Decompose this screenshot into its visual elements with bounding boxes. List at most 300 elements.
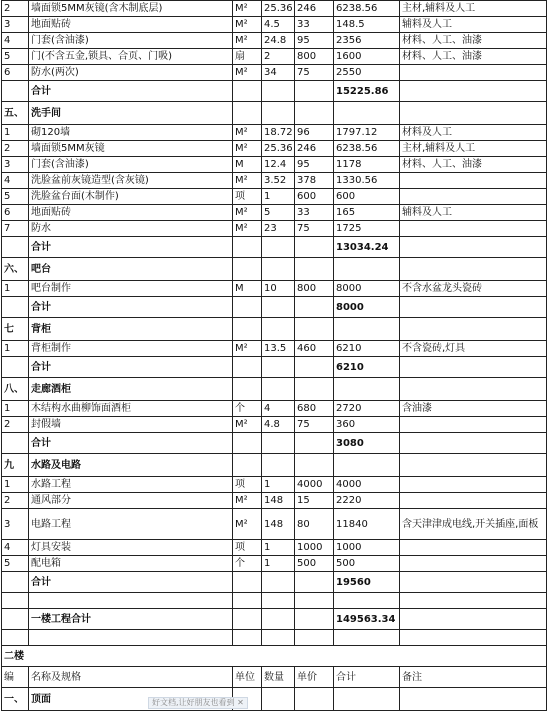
item-remark: 备注	[400, 667, 547, 688]
item-quantity	[262, 102, 295, 125]
item-number: 4	[2, 173, 29, 189]
item-name: 地面贴砖	[29, 17, 233, 33]
item-total: 8000	[334, 297, 400, 318]
table-row-item	[2, 556, 547, 572]
item-unit	[233, 318, 262, 341]
item-unit	[233, 433, 262, 454]
item-name: 合计	[29, 572, 233, 593]
item-quantity: 4	[262, 401, 295, 417]
table-row-item	[2, 341, 547, 357]
item-remark	[400, 378, 547, 401]
item-remark	[400, 572, 547, 593]
table-row-total	[2, 297, 547, 318]
item-name: 配电箱	[29, 556, 233, 572]
item-quantity	[262, 609, 295, 630]
item-unit-price	[295, 237, 334, 258]
item-unit-price: 75	[295, 221, 334, 237]
table-row-item	[2, 493, 547, 509]
item-total: 4000	[334, 477, 400, 493]
share-watermark[interactable]: 好文档,让好朋友也看到 ✕	[148, 697, 248, 709]
item-total: 1000	[334, 540, 400, 556]
item-name: 合计	[29, 297, 233, 318]
item-quantity: 5	[262, 205, 295, 221]
item-name: 通风部分	[29, 493, 233, 509]
item-unit	[233, 454, 262, 477]
item-name: 木结构水曲柳饰面酒柜	[29, 401, 233, 417]
table-row-sec	[2, 378, 547, 401]
item-quantity: 18.72	[262, 125, 295, 141]
table-row-sec	[2, 258, 547, 281]
item-number	[2, 357, 29, 378]
item-total: 2550	[334, 65, 400, 81]
item-unit: M²	[233, 65, 262, 81]
table-row-item	[2, 157, 547, 173]
item-quantity: 23	[262, 221, 295, 237]
item-quantity: 25.36	[262, 1, 295, 17]
item-unit: M²	[233, 1, 262, 17]
item-number: 5	[2, 189, 29, 205]
item-quantity: 12.4	[262, 157, 295, 173]
item-number: 5	[2, 556, 29, 572]
item-name	[29, 593, 233, 609]
item-unit-price: 95	[295, 157, 334, 173]
item-remark	[400, 81, 547, 102]
item-remark: 不含瓷砖,灯具	[400, 341, 547, 357]
item-total: 149563.34	[334, 609, 400, 630]
table-row-total	[2, 572, 547, 593]
item-quantity: 25.36	[262, 141, 295, 157]
item-unit-price	[295, 630, 334, 646]
item-number: 七	[2, 318, 29, 341]
item-remark	[400, 102, 547, 125]
item-remark	[400, 433, 547, 454]
item-remark: 材料、人工、油漆	[400, 33, 547, 49]
item-name: 背柜	[29, 318, 233, 341]
item-unit: M²	[233, 493, 262, 509]
quote-table-body	[2, 1, 547, 711]
item-unit: 项	[233, 477, 262, 493]
item-unit: M²	[233, 221, 262, 237]
item-unit	[233, 630, 262, 646]
item-name: 砌120墙	[29, 125, 233, 141]
item-name: 门套(含油漆)	[29, 157, 233, 173]
item-unit-price	[295, 593, 334, 609]
item-quantity: 148	[262, 493, 295, 509]
item-remark	[400, 237, 547, 258]
item-number: 2	[2, 493, 29, 509]
item-quantity: 数量	[262, 667, 295, 688]
item-unit: 扇	[233, 49, 262, 65]
item-unit-price: 95	[295, 33, 334, 49]
item-total: 合计	[334, 667, 400, 688]
item-unit-price	[295, 258, 334, 281]
item-quantity	[262, 357, 295, 378]
item-number: 5	[2, 49, 29, 65]
item-number: 3	[2, 17, 29, 33]
item-remark: 材料及人工	[400, 125, 547, 141]
table-row-sec	[2, 688, 547, 711]
item-quantity	[262, 572, 295, 593]
item-quantity	[262, 297, 295, 318]
item-name: 走廊酒柜	[29, 378, 233, 401]
item-unit-price: 460	[295, 341, 334, 357]
table-row-item	[2, 401, 547, 417]
item-number: 五、	[2, 102, 29, 125]
item-unit: 项	[233, 540, 262, 556]
item-remark	[400, 454, 547, 477]
item-remark	[400, 593, 547, 609]
item-unit: M²	[233, 141, 262, 157]
item-unit-price	[295, 357, 334, 378]
item-total	[334, 318, 400, 341]
item-name: 合计	[29, 237, 233, 258]
item-unit	[233, 258, 262, 281]
item-number	[2, 593, 29, 609]
item-total: 2356	[334, 33, 400, 49]
item-unit-price: 378	[295, 173, 334, 189]
item-unit	[233, 572, 262, 593]
item-unit	[233, 81, 262, 102]
item-remark	[400, 258, 547, 281]
item-unit	[233, 297, 262, 318]
item-name: 吧台	[29, 258, 233, 281]
item-remark	[400, 540, 547, 556]
item-unit: 单位	[233, 667, 262, 688]
item-remark: 含天津津成电线,开关插座,面板	[400, 509, 547, 540]
item-unit: M²	[233, 173, 262, 189]
item-name: 背柜制作	[29, 341, 233, 357]
item-name: 墙面锁5MM灰镜	[29, 141, 233, 157]
item-unit-price: 15	[295, 493, 334, 509]
item-total: 1600	[334, 49, 400, 65]
item-remark	[400, 221, 547, 237]
item-unit-price	[295, 433, 334, 454]
item-unit-price	[295, 688, 334, 711]
item-quantity: 13.5	[262, 341, 295, 357]
item-quantity	[262, 258, 295, 281]
table-row-item	[2, 540, 547, 556]
table-row-item	[2, 477, 547, 493]
item-number: 3	[2, 157, 29, 173]
table-row-sec	[2, 454, 547, 477]
item-unit-price: 600	[295, 189, 334, 205]
item-total: 8000	[334, 281, 400, 297]
item-remark	[400, 556, 547, 572]
item-total: 1330.56	[334, 173, 400, 189]
item-number	[2, 609, 29, 630]
item-unit-price: 96	[295, 125, 334, 141]
item-total	[334, 258, 400, 281]
item-remark: 辅料及人工	[400, 205, 547, 221]
item-number: 3	[2, 509, 29, 540]
item-quantity	[262, 454, 295, 477]
item-unit	[233, 102, 262, 125]
item-unit: M²	[233, 205, 262, 221]
table-row-blank	[2, 593, 547, 609]
item-name: 门套(含油漆)	[29, 33, 233, 49]
table-row-item	[2, 281, 547, 297]
item-remark	[400, 189, 547, 205]
item-unit-price: 75	[295, 417, 334, 433]
item-name: 灯具安装	[29, 540, 233, 556]
item-total	[334, 688, 400, 711]
item-number: 1	[2, 477, 29, 493]
item-quantity: 4.8	[262, 417, 295, 433]
item-unit	[233, 378, 262, 401]
item-quantity	[262, 593, 295, 609]
item-name: 合计	[29, 433, 233, 454]
item-remark: 材料、人工、油漆	[400, 157, 547, 173]
item-remark	[400, 357, 547, 378]
item-unit-price: 33	[295, 205, 334, 221]
item-quantity	[262, 81, 295, 102]
item-name: 合计	[29, 81, 233, 102]
item-quantity	[262, 688, 295, 711]
item-total: 15225.86	[334, 81, 400, 102]
item-number: 2	[2, 141, 29, 157]
item-unit-price	[295, 297, 334, 318]
table-row-sec	[2, 318, 547, 341]
item-quantity: 2	[262, 49, 295, 65]
item-unit-price: 246	[295, 141, 334, 157]
table-row-item	[2, 417, 547, 433]
item-name: 合计	[29, 357, 233, 378]
item-remark	[400, 630, 547, 646]
item-quantity: 34	[262, 65, 295, 81]
item-remark	[400, 609, 547, 630]
item-name: 洗脸盆台面(木制作)	[29, 189, 233, 205]
item-quantity: 10	[262, 281, 295, 297]
item-unit: M	[233, 157, 262, 173]
item-unit-price: 单价	[295, 667, 334, 688]
item-remark	[400, 477, 547, 493]
item-total: 6238.56	[334, 1, 400, 17]
item-number	[2, 433, 29, 454]
table-row-item	[2, 205, 547, 221]
item-unit-price: 1000	[295, 540, 334, 556]
item-total: 2720	[334, 401, 400, 417]
table-row-item	[2, 189, 547, 205]
item-unit: M	[233, 281, 262, 297]
item-quantity: 1	[262, 540, 295, 556]
item-quantity: 4.5	[262, 17, 295, 33]
item-quantity: 148	[262, 509, 295, 540]
item-unit: M²	[233, 341, 262, 357]
item-total: 6210	[334, 357, 400, 378]
item-unit: 项	[233, 189, 262, 205]
floor-heading: 二楼	[2, 646, 547, 667]
item-number: 4	[2, 33, 29, 49]
item-name: 水路工程	[29, 477, 233, 493]
table-row-item	[2, 141, 547, 157]
table-row-wrap	[2, 509, 547, 540]
item-total	[334, 593, 400, 609]
item-quantity	[262, 318, 295, 341]
item-name: 封假墙	[29, 417, 233, 433]
item-number	[2, 81, 29, 102]
item-number: 一、	[2, 688, 29, 711]
item-total: 11840	[334, 509, 400, 540]
table-row-item	[2, 221, 547, 237]
item-unit-price	[295, 454, 334, 477]
item-name: 一楼工程合计	[29, 609, 233, 630]
item-total	[334, 630, 400, 646]
item-name: 门(不含五金,锁具、合页、门吸)	[29, 49, 233, 65]
item-total	[334, 454, 400, 477]
item-unit-price	[295, 318, 334, 341]
item-quantity: 1	[262, 556, 295, 572]
item-total: 6210	[334, 341, 400, 357]
item-total: 2220	[334, 493, 400, 509]
item-number	[2, 237, 29, 258]
item-remark	[400, 318, 547, 341]
item-name: 吧台制作	[29, 281, 233, 297]
item-unit-price: 33	[295, 17, 334, 33]
item-unit-price	[295, 81, 334, 102]
item-number: 六、	[2, 258, 29, 281]
item-unit-price: 75	[295, 65, 334, 81]
item-quantity: 3.52	[262, 173, 295, 189]
item-total: 148.5	[334, 17, 400, 33]
item-total: 1178	[334, 157, 400, 173]
item-remark: 不含水盆龙头瓷砖	[400, 281, 547, 297]
item-total: 165	[334, 205, 400, 221]
table-row-item	[2, 125, 547, 141]
table-row-total	[2, 433, 547, 454]
item-unit-price: 800	[295, 281, 334, 297]
item-number: 编	[2, 667, 29, 688]
item-remark	[400, 688, 547, 711]
item-name: 顶面	[29, 688, 233, 711]
item-total	[334, 102, 400, 125]
item-number	[2, 572, 29, 593]
item-remark: 材料、人工、油漆	[400, 49, 547, 65]
item-number: 1	[2, 341, 29, 357]
table-row-item	[2, 173, 547, 189]
item-unit-price: 246	[295, 1, 334, 17]
item-name: 防水(两次)	[29, 65, 233, 81]
item-name: 洗手间	[29, 102, 233, 125]
item-unit	[233, 609, 262, 630]
item-total: 1725	[334, 221, 400, 237]
item-total	[334, 378, 400, 401]
table-row-total	[2, 81, 547, 102]
item-unit-price: 500	[295, 556, 334, 572]
item-unit-price: 800	[295, 49, 334, 65]
item-unit-price: 80	[295, 509, 334, 540]
item-name: 洗脸盆前灰镜造型(含灰镜)	[29, 173, 233, 189]
item-quantity	[262, 237, 295, 258]
item-total: 6238.56	[334, 141, 400, 157]
item-number: 6	[2, 65, 29, 81]
item-total: 600	[334, 189, 400, 205]
table-row-item	[2, 49, 547, 65]
item-remark	[400, 65, 547, 81]
table-row-floor	[2, 646, 547, 667]
item-quantity	[262, 433, 295, 454]
item-remark: 主材,辅料及人工	[400, 1, 547, 17]
item-total: 1797.12	[334, 125, 400, 141]
item-number: 九	[2, 454, 29, 477]
item-name: 墙面锁5MM灰镜(含木制底层)	[29, 1, 233, 17]
item-unit: 个	[233, 401, 262, 417]
item-unit	[233, 237, 262, 258]
item-remark	[400, 493, 547, 509]
item-remark: 主材,辅料及人工	[400, 141, 547, 157]
item-total: 360	[334, 417, 400, 433]
item-quantity	[262, 630, 295, 646]
item-number: 7	[2, 221, 29, 237]
item-name	[29, 630, 233, 646]
item-total: 3080	[334, 433, 400, 454]
item-number: 2	[2, 417, 29, 433]
table-row-grand	[2, 609, 547, 630]
table-row-item	[2, 17, 547, 33]
item-unit-price	[295, 378, 334, 401]
item-number	[2, 630, 29, 646]
item-unit	[233, 357, 262, 378]
item-number: 1	[2, 401, 29, 417]
item-name: 防水	[29, 221, 233, 237]
item-number	[2, 297, 29, 318]
item-total: 19560	[334, 572, 400, 593]
item-total: 500	[334, 556, 400, 572]
item-number: 6	[2, 205, 29, 221]
item-name: 电路工程	[29, 509, 233, 540]
item-unit: M²	[233, 417, 262, 433]
item-remark	[400, 417, 547, 433]
item-name: 名称及规格	[29, 667, 233, 688]
item-unit: M²	[233, 33, 262, 49]
table-row-total	[2, 357, 547, 378]
item-quantity: 24.8	[262, 33, 295, 49]
item-name: 地面贴砖	[29, 205, 233, 221]
quote-table	[1, 0, 547, 711]
item-unit: M²	[233, 17, 262, 33]
item-quantity: 1	[262, 477, 295, 493]
item-quantity: 1	[262, 189, 295, 205]
table-row-sec	[2, 102, 547, 125]
item-unit-price	[295, 609, 334, 630]
item-quantity	[262, 378, 295, 401]
item-unit	[233, 593, 262, 609]
item-unit: 个	[233, 556, 262, 572]
table-row-item	[2, 65, 547, 81]
item-number: 1	[2, 281, 29, 297]
item-remark: 辅料及人工	[400, 17, 547, 33]
table-row-total	[2, 237, 547, 258]
item-remark: 含油漆	[400, 401, 547, 417]
item-number: 1	[2, 125, 29, 141]
table-row-item	[2, 1, 547, 17]
table-row-blank	[2, 630, 547, 646]
item-unit-price: 4000	[295, 477, 334, 493]
item-unit: M²	[233, 125, 262, 141]
item-number: 4	[2, 540, 29, 556]
item-unit-price	[295, 102, 334, 125]
item-unit: M²	[233, 509, 262, 540]
item-name: 水路及电路	[29, 454, 233, 477]
item-total: 13034.24	[334, 237, 400, 258]
item-unit-price	[295, 572, 334, 593]
table-row-item	[2, 33, 547, 49]
table-row-head	[2, 667, 547, 688]
item-remark	[400, 173, 547, 189]
item-number: 八、	[2, 378, 29, 401]
item-remark	[400, 297, 547, 318]
item-unit-price: 680	[295, 401, 334, 417]
item-number: 2	[2, 1, 29, 17]
